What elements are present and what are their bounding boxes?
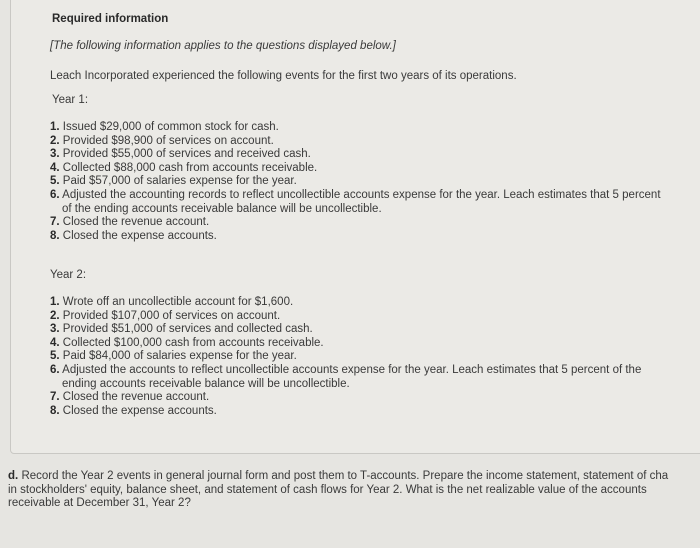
event-number: 3. — [50, 323, 60, 336]
event-item — [50, 148, 700, 162]
event-text: Issued $29,000 of common stock for cash. — [62, 121, 279, 133]
year1-label: Year 1: — [52, 94, 89, 106]
question-line-3: receivable at December 31, Year 2? — [8, 497, 191, 510]
section-title: Required information — [52, 13, 169, 25]
event-item — [50, 323, 700, 337]
event-text: Wrote off an uncollectible account for $1,600. — [62, 296, 294, 308]
event-number: 5. — [50, 350, 60, 363]
event-item — [50, 175, 700, 189]
event-number: 2. — [50, 134, 60, 147]
question-line-2: in stockholders' equity, balance sheet, and statement of cash flows for Year 2. What is the net realizable value of the accounts — [8, 483, 647, 496]
event-item — [50, 189, 700, 216]
event-item — [50, 135, 700, 149]
event-text: Paid $57,000 of salaries expense for the year. — [62, 175, 297, 188]
event-item — [50, 121, 700, 135]
event-number: 4. — [50, 161, 60, 174]
event-text: Provided $107,000 of services on account. — [62, 309, 281, 322]
event-text: Collected $88,000 cash from accounts receivable. — [62, 161, 318, 174]
event-text: Provided $51,000 of services and collected cash. — [62, 323, 313, 336]
year2-events-list — [50, 296, 700, 418]
event-text: Closed the expense accounts. — [62, 404, 217, 417]
info-note: [The following information applies to the questions displayed below.] — [50, 40, 396, 52]
event-text-continued: ending accounts receivable balance will be uncollectible. — [62, 377, 350, 390]
event-text: Closed the revenue account. — [62, 216, 210, 229]
event-number: 3. — [50, 148, 60, 161]
intro-text: Leach Incorporated experienced the following events for the first two years of its operations. — [50, 70, 517, 82]
event-item — [50, 162, 700, 176]
event-text-continued: of the ending accounts receivable balance will be uncollectible. — [62, 202, 382, 215]
event-number: 8. — [50, 229, 60, 242]
event-text: Provided $55,000 of services and received cash. — [62, 148, 311, 161]
question-line-1: Record the Year 2 events in general journal form and post them to T-accounts. Prepare the income statement, statement of cha — [21, 470, 669, 482]
event-item — [50, 350, 700, 364]
question-d — [8, 470, 700, 511]
event-item — [50, 391, 700, 405]
event-item — [50, 310, 700, 324]
event-number: 2. — [50, 309, 60, 322]
event-item — [50, 337, 700, 351]
event-number: 1. — [50, 296, 60, 308]
year2-label: Year 2: — [50, 269, 87, 281]
event-number: 7. — [50, 391, 60, 404]
event-item — [50, 405, 700, 419]
event-item — [50, 216, 700, 230]
event-item — [50, 230, 700, 244]
question-label: d. — [8, 470, 19, 482]
year1-events-list — [50, 121, 700, 243]
event-text: Closed the expense accounts. — [62, 229, 217, 242]
event-text: Collected $100,000 cash from accounts receivable. — [62, 336, 324, 349]
event-number: 6. — [50, 363, 60, 376]
event-number: 6. — [50, 188, 60, 201]
event-number: 4. — [50, 336, 60, 349]
event-item — [50, 364, 700, 391]
event-number: 8. — [50, 404, 60, 417]
event-number: 1. — [50, 121, 60, 133]
event-text: Adjusted the accounts to reflect uncollectible accounts expense for the year. Leach estimates that 5 percent of the — [62, 363, 642, 376]
event-number: 5. — [50, 175, 60, 188]
event-text: Paid $84,000 of salaries expense for the year. — [62, 350, 297, 363]
event-text: Adjusted the accounting records to reflect uncollectible accounts expense for the year. Leach estimates that 5 percent — [62, 188, 661, 201]
event-text: Closed the revenue account. — [62, 391, 210, 404]
event-item — [50, 296, 700, 310]
event-text: Provided $98,900 of services on account. — [62, 134, 274, 147]
event-number: 7. — [50, 216, 60, 229]
